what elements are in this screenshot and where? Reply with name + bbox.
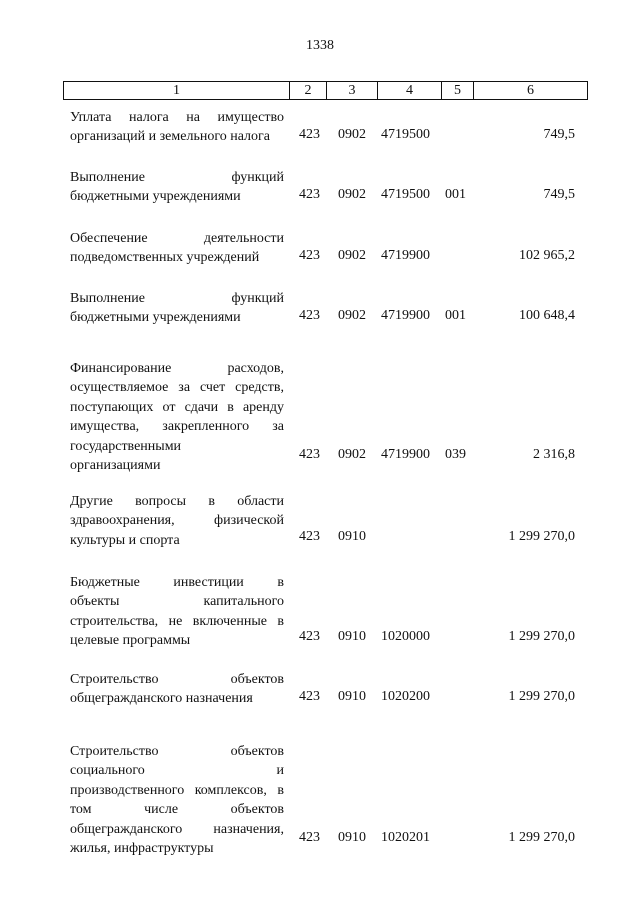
- cell-col2: 423: [299, 308, 320, 323]
- cell-col3: 0910: [338, 830, 366, 845]
- row-description: Обеспечение деятельности подведомственных учреждений: [70, 231, 284, 266]
- cell-col5: 001: [445, 308, 466, 323]
- cell-col4: 1020201: [381, 830, 430, 845]
- cell-col2: 423: [299, 830, 320, 845]
- cell-col2: 423: [299, 127, 320, 142]
- row-description: Выполнение функций бюджетными учреждениями: [70, 291, 284, 326]
- cell-col5: 039: [445, 447, 466, 462]
- row-description: Уплата налога на имущество организаций и земельного налога: [70, 110, 284, 145]
- cell-col3: 0902: [338, 447, 366, 462]
- row-description: Строительство объектов социального и производственного комплексов, в том числе объектов общегражданского назначения, жилья, инфраструктуры: [70, 744, 284, 857]
- row-description: Финансирование расходов, осуществляемое за счет средств, поступающих от сдачи в аренду имущества, закрепленного за государственными организациями: [70, 361, 284, 474]
- cell-col4: 1020200: [381, 689, 430, 704]
- cell-col6: 1 299 270,0: [508, 830, 575, 845]
- cell-col2: 423: [299, 689, 320, 704]
- cell-col6: 100 648,4: [519, 308, 575, 323]
- cell-col2: 423: [299, 187, 320, 202]
- cell-col6: 749,5: [543, 127, 575, 142]
- cell-col2: 423: [299, 248, 320, 263]
- column-header-4: 4: [378, 82, 442, 99]
- column-header-6: 6: [527, 83, 534, 98]
- cell-col4: 4719900: [381, 308, 430, 323]
- cell-col6: 1 299 270,0: [508, 689, 575, 704]
- table-header: [63, 81, 588, 100]
- column-header-3: 3: [327, 82, 378, 99]
- cell-col2: 423: [299, 629, 320, 644]
- cell-col6: 102 965,2: [519, 248, 575, 263]
- cell-col2: 423: [299, 447, 320, 462]
- cell-col3: 0902: [338, 187, 366, 202]
- cell-col4: 4719900: [381, 248, 430, 263]
- cell-col4: 4719500: [381, 187, 430, 202]
- column-header-1: 1: [64, 82, 290, 99]
- row-description: Строительство объектов общегражданского назначения: [70, 672, 284, 707]
- cell-col4: 4719500: [381, 127, 430, 142]
- cell-col6: 749,5: [543, 187, 575, 202]
- row-description: Другие вопросы в области здравоохранения, физической культуры и спорта: [70, 494, 284, 548]
- cell-col4: 4719900: [381, 447, 430, 462]
- cell-col3: 0902: [338, 127, 366, 142]
- cell-col6: 1 299 270,0: [508, 629, 575, 644]
- cell-col3: 0910: [338, 629, 366, 644]
- cell-col6: 2 316,8: [533, 447, 575, 462]
- cell-col2: 423: [299, 529, 320, 544]
- cell-col5: 001: [445, 187, 466, 202]
- column-header-5: 5: [442, 82, 474, 99]
- cell-col6: 1 299 270,0: [508, 529, 575, 544]
- cell-col4: 1020000: [381, 629, 430, 644]
- column-header-2: 2: [290, 82, 327, 99]
- cell-col3: 0902: [338, 248, 366, 263]
- cell-col3: 0910: [338, 529, 366, 544]
- cell-col3: 0902: [338, 308, 366, 323]
- row-description: Выполнение функций бюджетными учреждениями: [70, 170, 284, 205]
- cell-col3: 0910: [338, 689, 366, 704]
- row-description: Бюджетные инвестиции в объекты капитального строительства, не включенные в целевые программы: [70, 575, 284, 649]
- page-number: 1338: [306, 38, 334, 53]
